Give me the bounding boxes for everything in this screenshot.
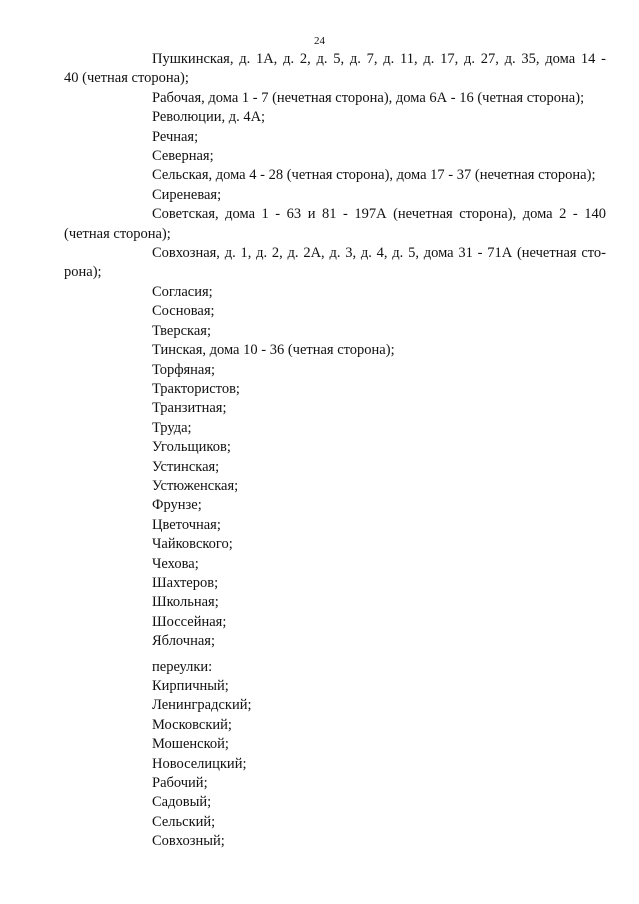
paragraph-line: Шахтеров; — [152, 574, 219, 591]
paragraph-line: Труда; — [152, 419, 192, 436]
street-entry — [64, 244, 606, 283]
paragraph-line: Сиреневая; — [152, 186, 222, 203]
street-entry — [108, 341, 606, 360]
paragraph-line: Советская, дома 1 - 63 и 81 - 197А (нечетная сторона), дома 2 - 140 — [152, 206, 606, 223]
lane-entry: Московский; — [152, 716, 232, 733]
lane-entry: Рабочий; — [152, 775, 208, 792]
street-entry — [108, 574, 606, 593]
document-body — [64, 50, 606, 852]
paragraph-line: Угольщиков; — [152, 439, 231, 456]
street-entry — [108, 516, 606, 535]
lane-entry: Новоселицкий; — [152, 755, 247, 772]
lane-entry: Ленинградский; — [152, 697, 252, 714]
page-number: 24 — [314, 35, 325, 47]
street-entry — [108, 186, 606, 205]
street-entry — [108, 496, 606, 515]
street-entry — [108, 322, 606, 341]
paragraph-line: Чехова; — [152, 555, 199, 572]
paragraph-line: Северная; — [152, 148, 214, 165]
paragraph-line: Согласия; — [152, 283, 213, 300]
lanes-heading: переулки: — [152, 658, 213, 675]
street-entry — [108, 302, 606, 321]
paragraph-line: Совхозная, д. 1, д. 2, д. 2А, д. 3, д. 4, д. 5, дома 31 - 71А (нечетная сто- — [152, 245, 606, 262]
lane-entry: Сельский; — [152, 813, 216, 830]
street-entry — [108, 593, 606, 612]
paragraph-line: Чайковского; — [152, 536, 233, 553]
paragraph-line: Тверская; — [152, 322, 211, 339]
paragraph-line: Сельская, дома 4 - 28 (четная сторона), дома 17 - 37 (нечетная сторона); — [152, 167, 596, 184]
street-entry — [64, 205, 606, 244]
paragraph-continuation-line: (четная сторона); — [64, 225, 171, 242]
paragraph-line: Сосновая; — [152, 303, 215, 320]
paragraph-line: Транзитная; — [152, 400, 227, 417]
lane-entry: Мошенской; — [152, 736, 229, 753]
paragraph-continuation-line: рона); — [64, 264, 102, 281]
street-entry — [108, 477, 606, 496]
street-entry — [108, 632, 606, 651]
paragraph-line: Школьная; — [152, 594, 219, 611]
paragraph-line: Тинская, дома 10 - 36 (четная сторона); — [152, 342, 395, 359]
street-entry — [108, 438, 606, 457]
street-entry — [108, 283, 606, 302]
lane-entry: Кирпичный; — [152, 678, 229, 694]
paragraph-line: Устюженская; — [152, 477, 239, 494]
street-entry — [108, 89, 606, 108]
street-entry — [108, 166, 606, 185]
street-entry — [108, 108, 606, 127]
street-entry — [108, 147, 606, 166]
street-entry — [108, 613, 606, 632]
paragraph-line: Трактористов; — [152, 380, 240, 397]
lane-entry: Совхозный; — [152, 833, 225, 850]
paragraph-line: Цветочная; — [152, 516, 221, 533]
street-entry — [108, 419, 606, 438]
street-entry — [108, 555, 606, 574]
street-entry — [108, 380, 606, 399]
lane-entry: Садовый; — [152, 794, 212, 811]
paragraph-line: Революции, д. 4А; — [152, 109, 266, 126]
paragraph-line: Шоссейная; — [152, 613, 227, 630]
street-entry — [108, 535, 606, 554]
paragraph-line: Фрунзе; — [152, 497, 202, 514]
street-entry — [108, 458, 606, 477]
paragraph-line: Пушкинская, д. 1А, д. 2, д. 5, д. 7, д. 11, д. 17, д. 27, д. 35, дома 14 - — [152, 51, 606, 67]
paragraph-line: Яблочная; — [152, 633, 215, 650]
street-entry — [108, 399, 606, 418]
paragraph-continuation-line: 40 (четная сторона); — [64, 70, 189, 87]
street-entry — [64, 50, 606, 89]
paragraph-line: Рабочая, дома 1 - 7 (нечетная сторона), дома 6А - 16 (четная сторона); — [152, 89, 585, 106]
paragraph-line: Устинская; — [152, 458, 220, 475]
paragraph-line: Торфяная; — [152, 361, 216, 378]
street-entry — [108, 361, 606, 380]
street-entry — [108, 128, 606, 147]
paragraph-line: Речная; — [152, 128, 199, 145]
